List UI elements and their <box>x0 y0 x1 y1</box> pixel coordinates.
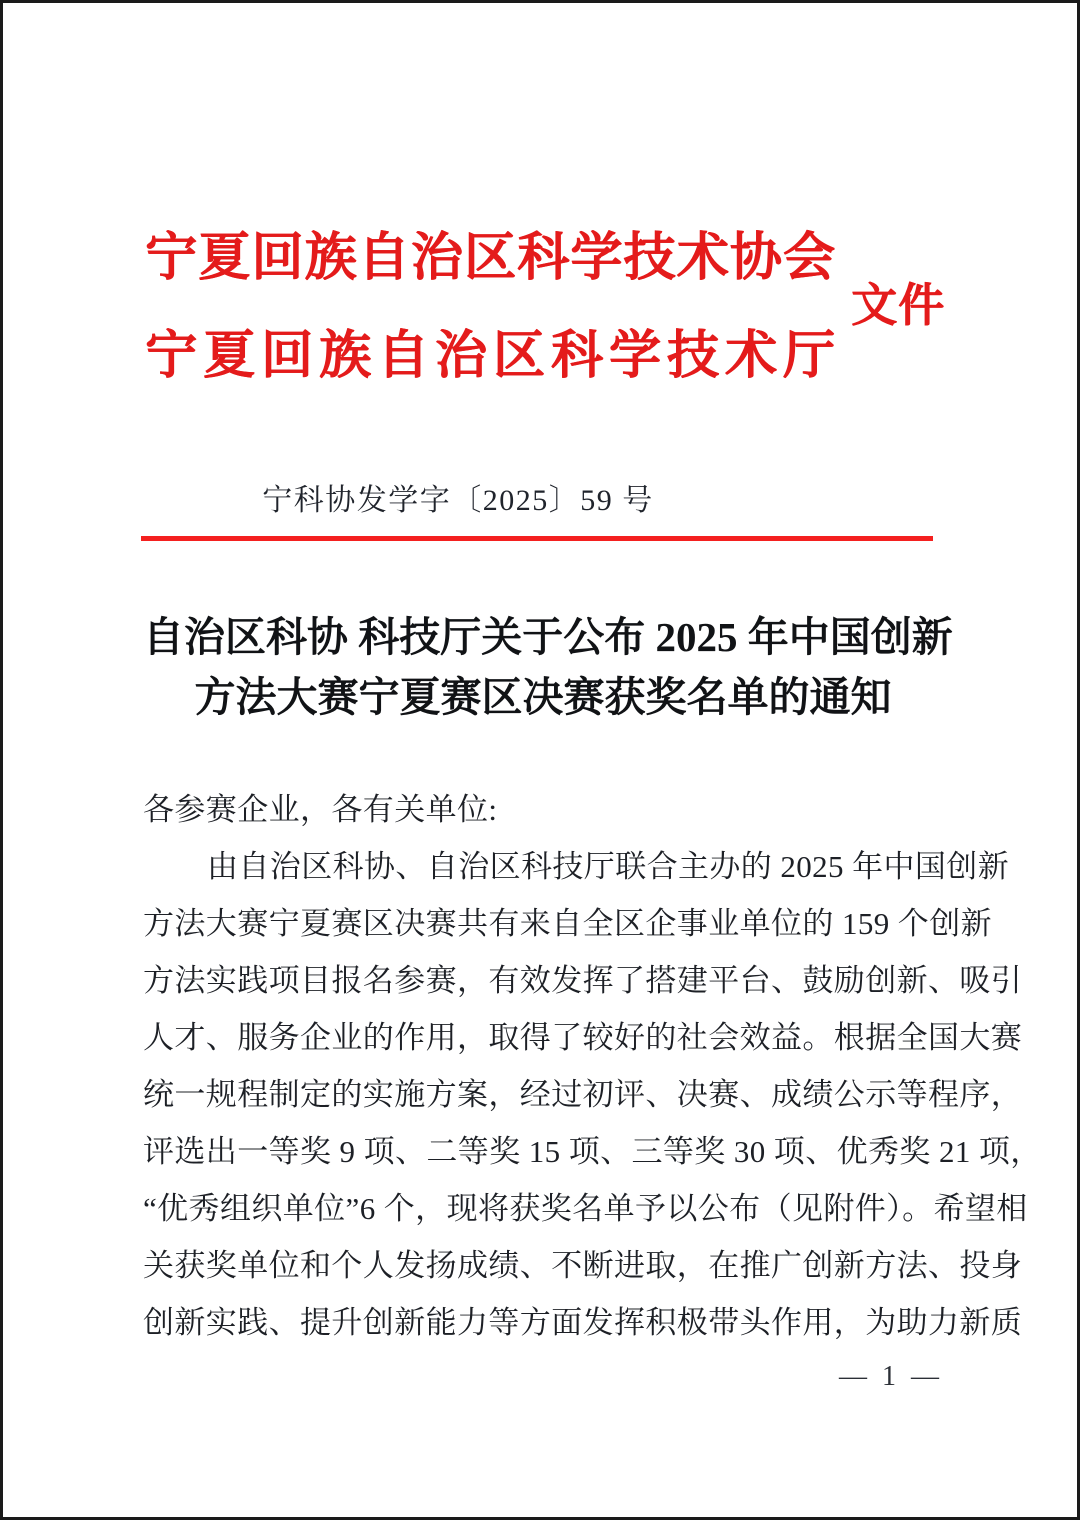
body-line-3: 方法实践项目报名参赛，有效发挥了搭建平台、鼓励创新、吸引 <box>143 963 1023 998</box>
body-line-2: 方法大赛宁夏赛区决赛共有来自全区企事业单位的 159 个创新 <box>143 906 992 941</box>
letterhead-doc-kind-label: 文件 <box>851 280 945 331</box>
letterhead-org-1-c12: 协 <box>729 230 782 287</box>
body-line-6: 评选出一等奖 9 项、二等奖 15 项、三等奖 30 项、优秀奖 21 项， <box>143 1134 1042 1169</box>
letterhead-org-2-c11: 术 <box>724 328 777 385</box>
letterhead-org-1-c4: 族 <box>304 230 357 287</box>
letterhead-org-2-c10: 技 <box>666 328 719 385</box>
document-body <box>143 781 1042 1351</box>
letterhead-org-1-c2: 夏 <box>198 230 251 287</box>
body-line-5: 统一规程制定的实施方案，经过初评、决赛、成绩公示等程序， <box>143 1077 1023 1112</box>
letterhead-org-2-c5: 自 <box>376 328 429 385</box>
body-line-1: 由自治区科协、自治区科技厅联合主办的 2025 年中国创新 <box>207 849 1010 884</box>
letterhead-org-2-c12: 厅 <box>782 328 835 385</box>
letterhead-org-2-c7: 区 <box>492 328 545 385</box>
page-title-line-1: 自治区科协 科技厅关于公布 2025 年中国创新 <box>143 614 953 660</box>
letterhead-org-2-c1: 宁 <box>145 328 198 385</box>
body-line-8: 关获奖单位和个人发扬成绩、不断进取，在推广创新方法、投身 <box>143 1248 1023 1283</box>
letterhead-org-line-2 <box>145 328 835 385</box>
red-divider-rule <box>141 536 933 541</box>
letterhead-org-1-c6: 治 <box>410 230 463 287</box>
letterhead-org-1-c11: 术 <box>676 230 729 287</box>
letterhead-org-2-c6: 治 <box>434 328 487 385</box>
letterhead-org-2-c9: 学 <box>608 328 661 385</box>
page-number: — 1 — <box>839 1361 943 1392</box>
letterhead-org-1-c1: 宁 <box>145 230 198 287</box>
letterhead-org-1-c7: 区 <box>463 230 516 287</box>
letterhead-org-1-c13: 会 <box>782 230 835 287</box>
letterhead-org-2-c8: 科 <box>550 328 603 385</box>
letterhead-org-2-c4: 族 <box>318 328 371 385</box>
letterhead-org-1-c3: 回 <box>251 230 304 287</box>
letterhead-org-1-c8: 科 <box>517 230 570 287</box>
body-line-7: “优秀组织单位”6 个，现将获奖名单予以公布（见附件）。希望相 <box>143 1191 1028 1226</box>
salutation: 各参赛企业，各有关单位: <box>143 792 498 827</box>
letterhead-org-1-c10: 技 <box>623 230 676 287</box>
body-line-9: 创新实践、提升创新能力等方面发挥积极带头作用，为助力新质 <box>143 1305 1023 1340</box>
page-title-line-2: 方法大赛宁夏赛区决赛获奖名单的通知 <box>194 674 892 720</box>
letterhead-org-1-c9: 学 <box>570 230 623 287</box>
letterhead-org-1-c5: 自 <box>357 230 410 287</box>
document-number: 宁科协发学字〔2025〕59 号 <box>262 484 654 517</box>
body-line-4: 人才、服务企业的作用，取得了较好的社会效益。根据全国大赛 <box>143 1020 1023 1055</box>
letterhead-org-line-1 <box>145 230 835 287</box>
letterhead-org-2-c3: 回 <box>260 328 313 385</box>
letterhead-org-2-c2: 夏 <box>202 328 255 385</box>
page-title <box>143 607 953 727</box>
letterhead <box>3 215 1080 405</box>
